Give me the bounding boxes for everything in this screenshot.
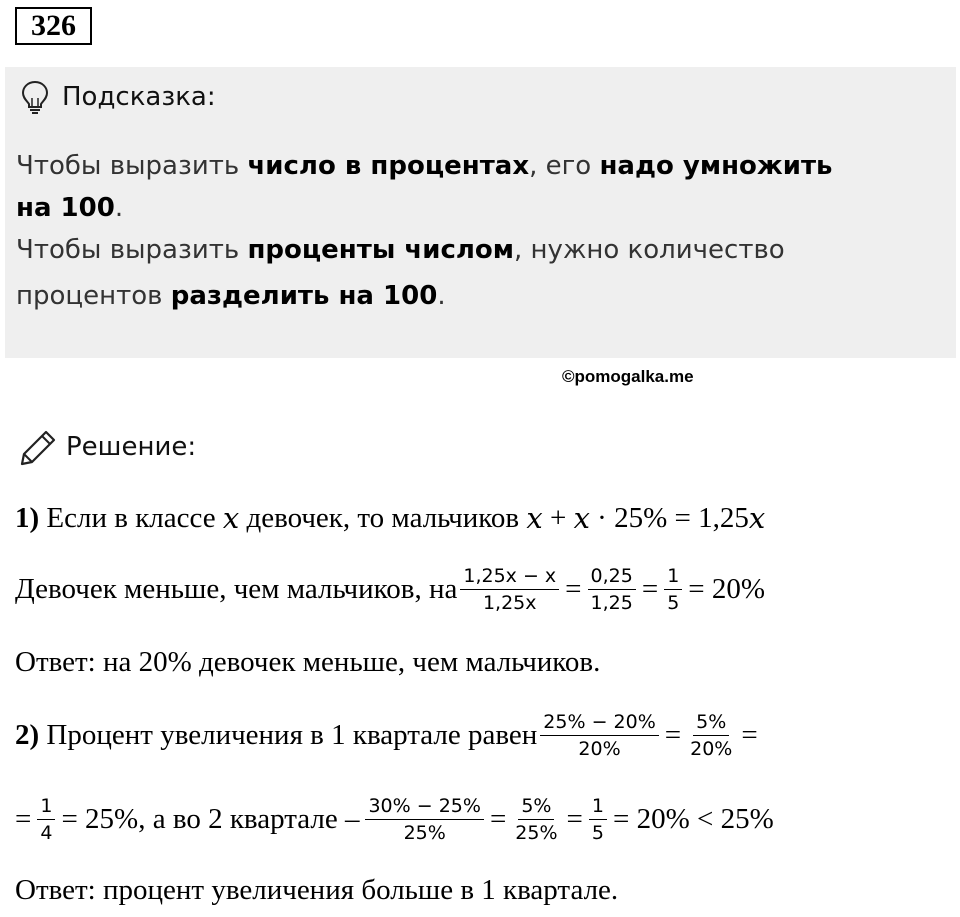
hint-text: Чтобы выразить <box>16 151 248 181</box>
hint-line-1 <box>16 148 833 184</box>
step-text: = 25%, а во 2 квартале – <box>61 802 360 835</box>
fraction-numerator: 5% <box>518 794 554 820</box>
fraction-denominator: 1,25 <box>590 591 633 614</box>
hint-text: , нужно количество <box>514 235 785 265</box>
hint-bold: на 100 <box>16 193 115 223</box>
lightbulb-icon <box>20 80 50 114</box>
equals-sign: = <box>565 572 582 605</box>
fraction-denominator: 20% <box>690 737 733 760</box>
fraction <box>37 794 55 845</box>
solution-title: Решение: <box>66 432 197 462</box>
fraction <box>540 710 658 761</box>
hint-line-2 <box>16 190 123 226</box>
step-text: Девочек меньше, чем мальчиков, на <box>15 572 458 605</box>
step-text: Процент увеличения в 1 квартале равен <box>39 718 538 751</box>
fraction-numerator: 1,25x − x <box>460 564 559 590</box>
fraction-denominator: 1,25x <box>482 591 537 614</box>
fraction <box>365 794 483 845</box>
equals-sign: = <box>741 718 758 751</box>
hint-text: , его <box>529 151 600 181</box>
hint-bold: число в процентах <box>247 151 530 181</box>
step-number: 1) <box>15 501 40 534</box>
solution-step-2b <box>15 786 777 852</box>
hint-text: процентов <box>16 281 171 311</box>
fraction <box>460 564 559 615</box>
hint-line-4 <box>16 278 446 314</box>
variable-x: x <box>573 501 590 535</box>
fraction-denominator: 20% <box>578 737 621 760</box>
solution-step-1b <box>15 556 768 622</box>
hint-bold: надо умножить <box>599 151 833 181</box>
hint-text: Чтобы выразить <box>16 235 248 265</box>
fraction-denominator: 25% <box>403 821 446 844</box>
fraction <box>588 564 636 615</box>
fraction <box>512 794 560 845</box>
fraction-denominator: 5 <box>667 591 680 614</box>
pencil-icon <box>18 428 58 468</box>
fraction-denominator: 4 <box>40 821 53 844</box>
fraction <box>664 564 682 615</box>
fraction-numerator: 5% <box>693 710 729 736</box>
fraction-denominator: 5 <box>591 821 604 844</box>
fraction-numerator: 30% − 25% <box>365 794 483 820</box>
fraction-numerator: 1 <box>664 564 682 590</box>
step-text: девочек, то мальчиков <box>239 501 527 534</box>
solution-step-1 <box>15 496 765 540</box>
step-text: + <box>542 501 574 534</box>
hint-text: . <box>114 193 124 223</box>
answer-2: Ответ: процент увеличения больше в 1 квартале. <box>15 873 619 906</box>
step-text: = 20% <box>688 572 766 605</box>
watermark: ©pomogalka.me <box>562 367 694 386</box>
hint-title: Подсказка: <box>62 82 216 112</box>
equals-sign: = <box>664 718 682 751</box>
equals-sign: = <box>489 802 507 835</box>
task-number: 326 <box>15 7 92 45</box>
variable-x: x <box>748 501 766 535</box>
fraction-numerator: 25% − 20% <box>540 710 658 736</box>
step-text: Если в классе <box>39 501 223 534</box>
variable-x: x <box>526 501 543 535</box>
fraction-denominator: 25% <box>515 821 558 844</box>
solution-step-2 <box>15 702 761 768</box>
hint-text: . <box>437 281 446 311</box>
equals-sign: = <box>15 802 32 835</box>
variable-x: x <box>222 501 240 535</box>
hint-bold: разделить на 100 <box>170 281 438 311</box>
answer-1: Ответ: на 20% девочек меньше, чем мальчиков. <box>15 645 601 678</box>
fraction-numerator: 0,25 <box>588 564 636 590</box>
equals-sign: = <box>641 572 659 605</box>
step-text: · 25% = 1,25 <box>589 501 749 534</box>
step-text: = 20% < 25% <box>612 802 774 835</box>
fraction-numerator: 1 <box>37 794 55 820</box>
fraction <box>687 710 735 761</box>
fraction <box>589 794 607 845</box>
equals-sign: = <box>566 802 583 835</box>
hint-line-3 <box>16 232 785 268</box>
hint-bold: проценты числом <box>247 235 515 265</box>
step-number: 2) <box>15 718 40 751</box>
fraction-numerator: 1 <box>589 794 607 820</box>
